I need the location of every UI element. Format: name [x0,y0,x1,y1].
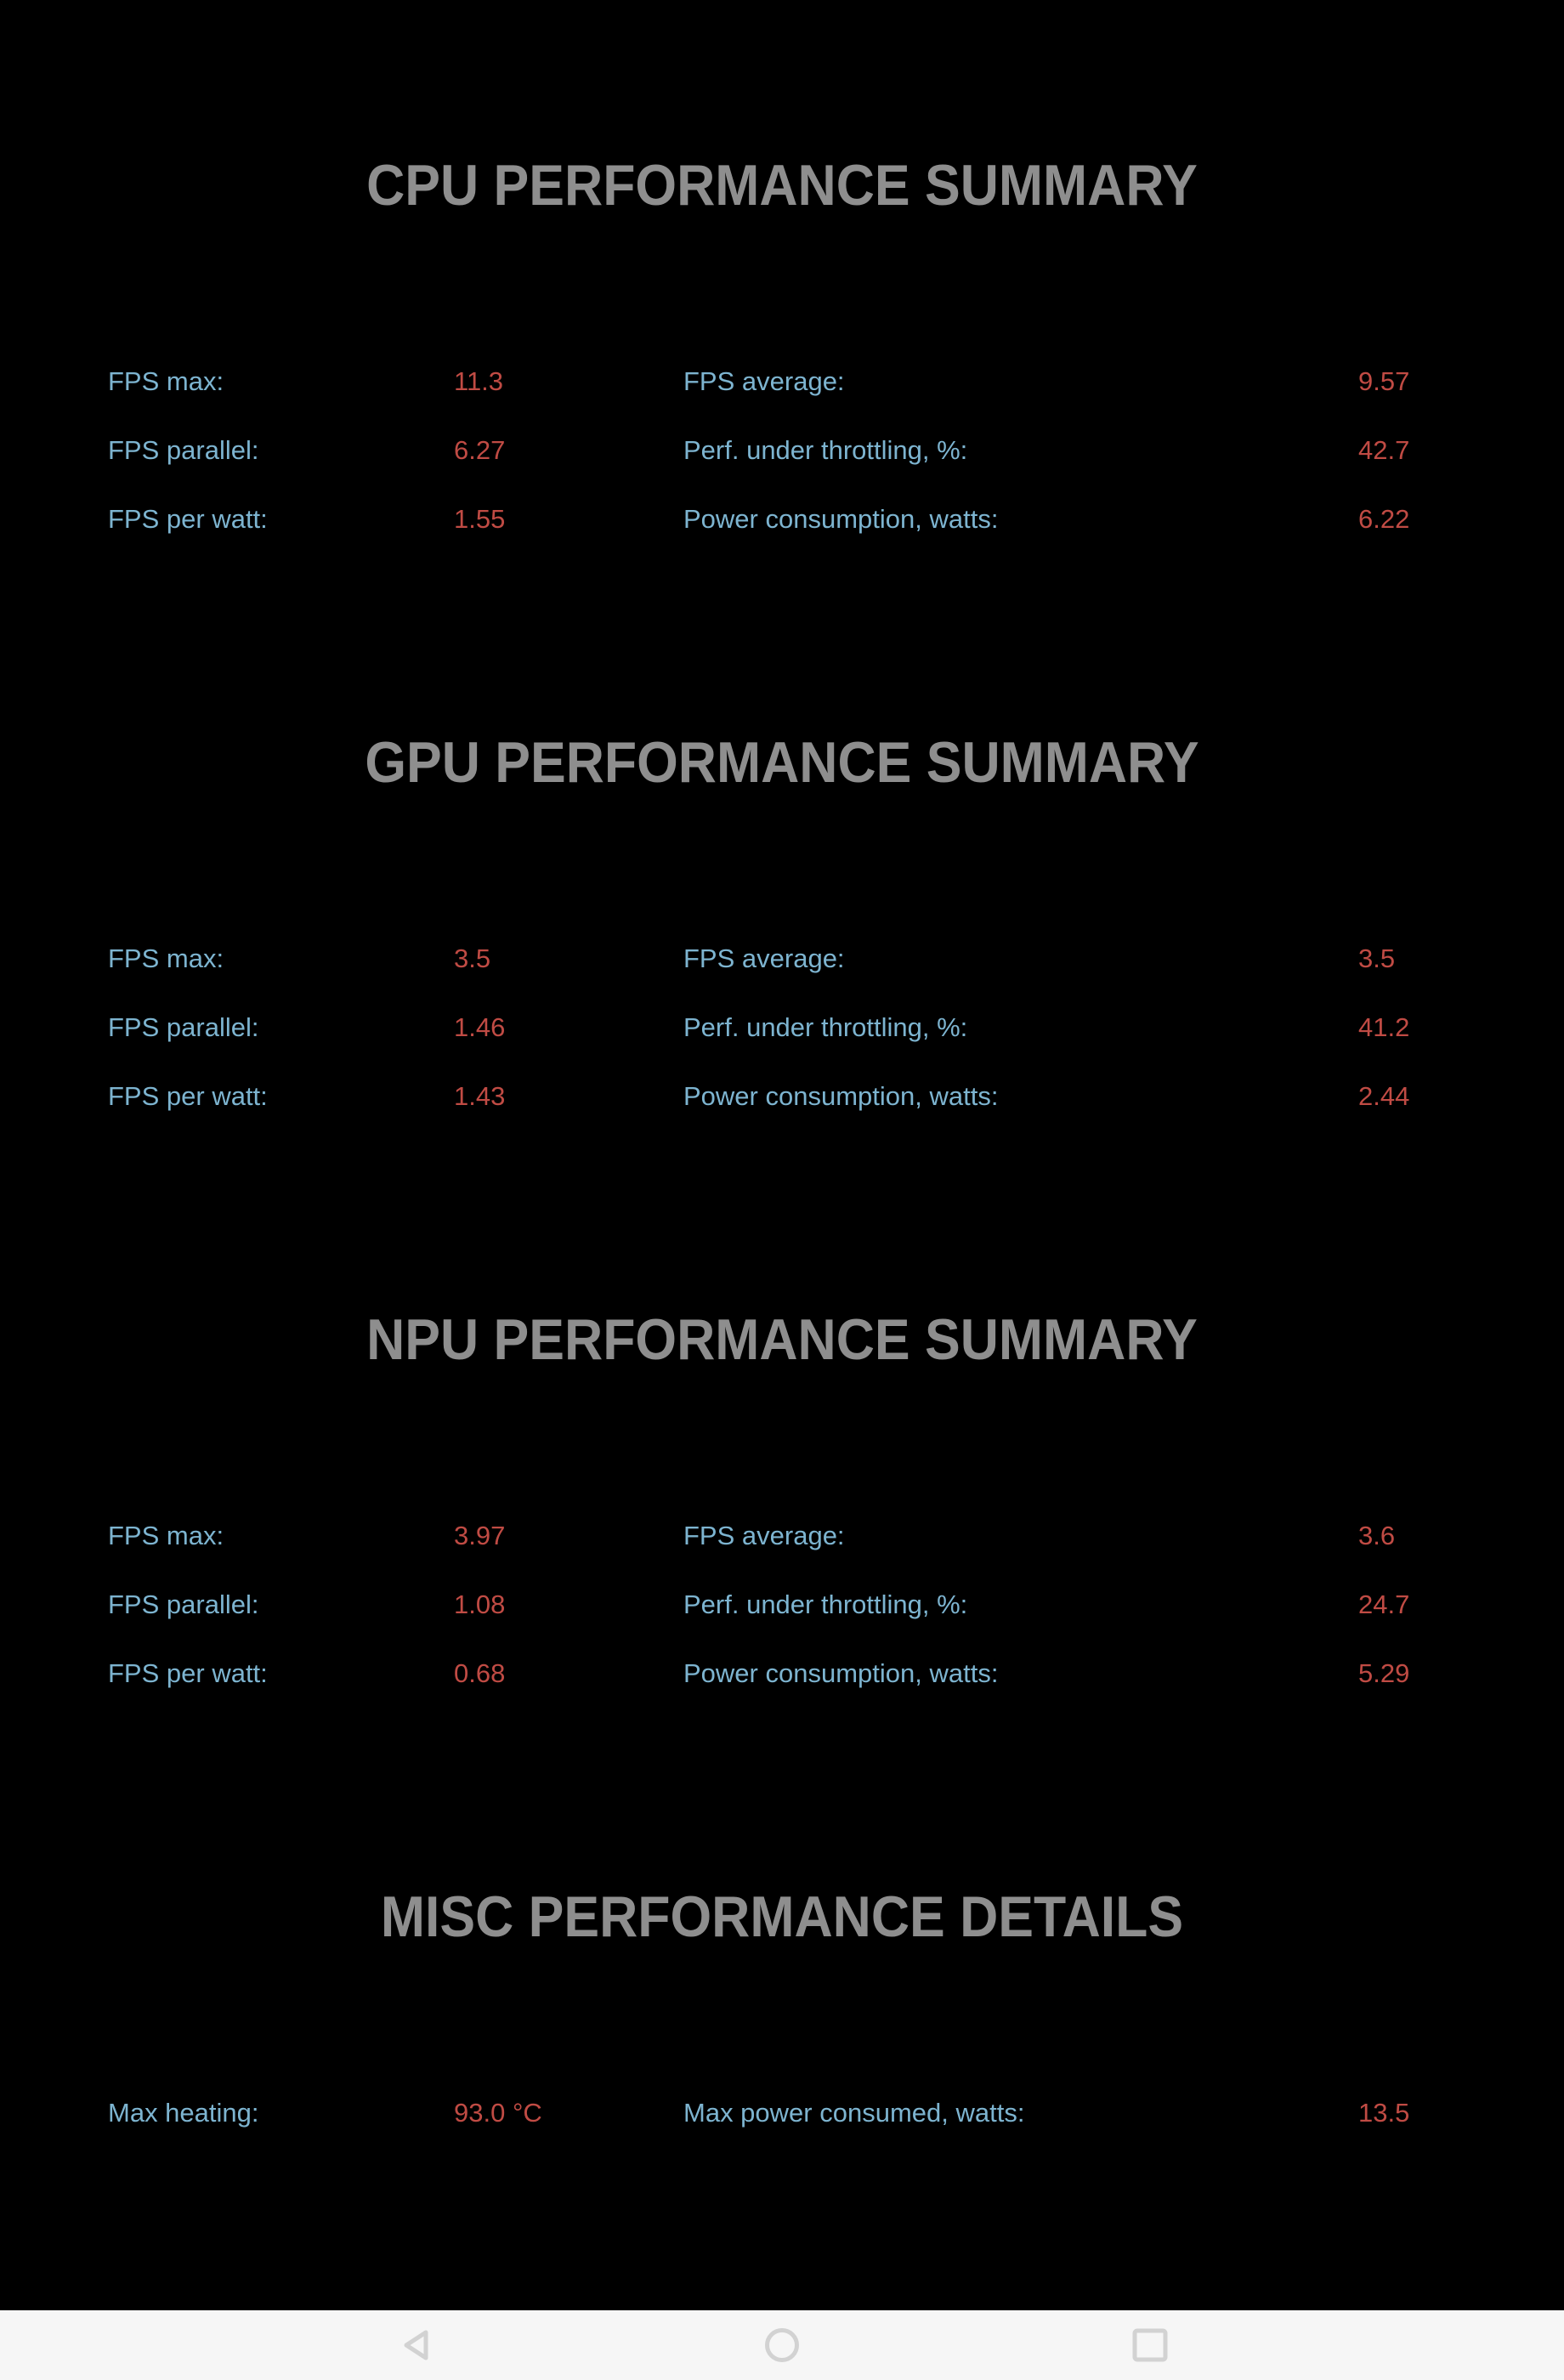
metric-value: 41.2 [1358,1012,1410,1042]
metric-row [108,1570,1564,1639]
metric-value: 1.08 [454,1589,506,1619]
metric-row [108,993,1564,1062]
gpu-metrics [0,924,1564,1130]
metric-label: FPS average: [683,1520,845,1550]
metric-value: 42.7 [1358,434,1410,465]
metric-label: Perf. under throttling, %: [683,1012,968,1042]
metric-row [108,1501,1564,1570]
metric-label: Power consumption, watts: [683,1080,999,1111]
metric-value: 3.6 [1358,1520,1396,1550]
metric-label: Max power consumed, watts: [683,2097,1025,2128]
misc-metrics [0,2078,1564,2147]
recents-button[interactable] [1126,2321,1174,2369]
metric-value: 6.27 [454,434,506,465]
metric-row [108,484,1564,553]
metric-label: FPS max: [108,943,224,973]
metric-value: 3.97 [454,1520,506,1550]
metric-row [108,1639,1564,1708]
metric-label: FPS average: [683,366,845,396]
metric-label: FPS per watt: [108,1658,268,1688]
metric-value: 9.57 [1358,366,1410,396]
metric-value: 11.3 [454,366,504,396]
metric-row [108,924,1564,993]
metric-label: FPS parallel: [108,434,259,465]
metric-label: FPS parallel: [108,1012,259,1042]
metric-value: 3.5 [1358,943,1396,973]
cpu-metrics [0,347,1564,553]
metric-label: FPS max: [108,1520,224,1550]
section-title-cpu: CPU PERFORMANCE SUMMARY [366,153,1198,218]
metric-value: 0.68 [454,1658,506,1688]
metric-value: 6.22 [1358,503,1410,534]
metric-row [108,416,1564,484]
metric-row [108,1062,1564,1130]
metric-value: 1.43 [454,1080,506,1111]
home-button[interactable] [758,2321,806,2369]
metric-label: Power consumption, watts: [683,1658,999,1688]
recents-icon [1132,2328,1168,2362]
metric-value: 13.5 [1358,2097,1410,2128]
metric-row [108,347,1564,416]
home-icon [763,2326,801,2364]
metric-value: 24.7 [1358,1589,1410,1619]
metric-label: FPS per watt: [108,503,268,534]
metric-label: FPS per watt: [108,1080,268,1111]
section-title-npu: NPU PERFORMANCE SUMMARY [366,1307,1198,1372]
back-button[interactable] [392,2321,439,2369]
metric-value: 5.29 [1358,1658,1410,1688]
section-title-gpu: GPU PERFORMANCE SUMMARY [365,730,1199,795]
metric-label: FPS max: [108,366,224,396]
metric-label: Max heating: [108,2097,259,2128]
back-icon [399,2326,433,2364]
metric-row [108,2078,1564,2147]
metric-value: 1.46 [454,1012,506,1042]
metric-label: Perf. under throttling, %: [683,1589,968,1619]
metric-label: FPS parallel: [108,1589,259,1619]
metric-value: 93.0 °C [454,2097,542,2128]
metric-label: Perf. under throttling, %: [683,434,968,465]
metric-value: 3.5 [454,943,491,973]
metric-label: Power consumption, watts: [683,503,999,534]
metric-value: 2.44 [1358,1080,1410,1111]
metric-label: FPS average: [683,943,845,973]
npu-metrics [0,1501,1564,1708]
android-navbar [0,2310,1564,2380]
section-title-misc: MISC PERFORMANCE DETAILS [380,1884,1184,1949]
metric-value: 1.55 [454,503,506,534]
